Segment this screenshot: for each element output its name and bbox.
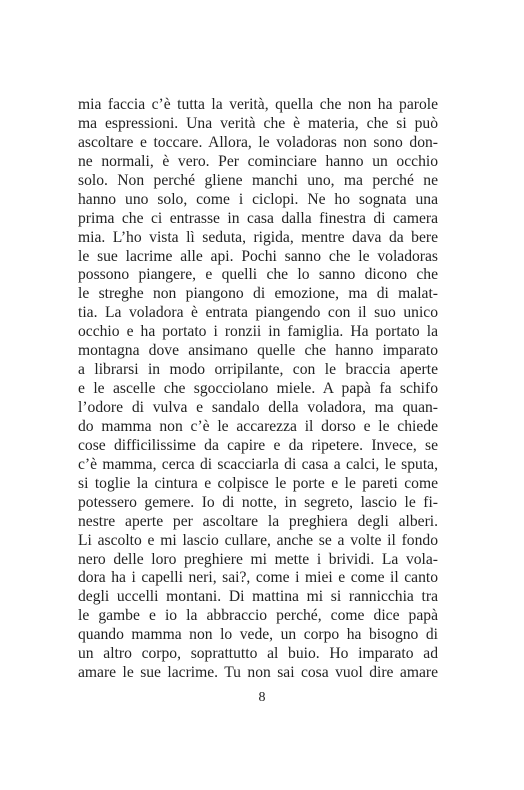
- text-line: do mamma non c’è le accarezza il dorso e le chiede: [78, 417, 438, 435]
- text-line: hanno uno solo, come i ciclopi. Ne ho sognata una: [78, 190, 438, 208]
- text-line: dora ha i capelli neri, sai?, come i miei e come il canto: [78, 569, 438, 587]
- text-line: possono piangere, e quelli che lo sanno dicono che: [78, 266, 438, 284]
- text-line: l’odore di vulva e sandalo della voladora, ma quan-: [78, 399, 438, 416]
- page-number: 8: [258, 690, 266, 705]
- text-line: solo. Non perché gliene manchi uno, ma perché ne: [78, 171, 438, 189]
- text-line: degli uccelli montani. Di mattina mi si rannicchia tra: [78, 588, 438, 606]
- text-line: ascoltare e toccare. Allora, le voladoras non sono don-: [78, 133, 438, 151]
- text-line: mia. L’ho vista lì seduta, rigida, mentre dava da bere: [78, 228, 438, 246]
- text-line: tia. La voladora è entrata piangendo con il suo unico: [78, 304, 438, 322]
- text-line: le streghe non piangono di emozione, ma di malat-: [78, 285, 438, 303]
- text-line: potessero gemere. Io di notte, in segreto, lascio le fi-: [78, 493, 438, 511]
- text-line: montagna dove ansimano quelle che hanno imparato: [78, 342, 438, 360]
- text-line: c’è mamma, cerca di scacciarla di casa a calci, le sputa,: [78, 455, 438, 473]
- text-line: Li ascolto e mi lascio cullare, anche se a volte il fondo: [78, 531, 438, 549]
- text-line: cose difficilissime da capire e da ripetere. Invece, se: [78, 436, 438, 454]
- text-line: ne normali, è vero. Per cominciare hanno un occhio: [78, 152, 438, 170]
- text-line: quando mamma non lo vede, un corpo ha bisogno di: [78, 626, 438, 644]
- body-text: [78, 96, 438, 683]
- text-line: un altro corpo, soprattutto al buio. Ho imparato ad: [78, 645, 438, 663]
- text-line: nestre aperte per ascoltare la preghiera degli alberi.: [78, 512, 438, 530]
- text-line: le sue lacrime alle api. Pochi sanno che le voladoras: [78, 247, 438, 265]
- text-line: occhio e ha portato i ronzii in famiglia. Ha portato la: [78, 323, 438, 341]
- text-line: e le ascelle che sgocciolano miele. A papà fa schifo: [78, 380, 438, 398]
- text-line: amare le sue lacrime. Tu non sai cosa vuol dire amare: [78, 664, 438, 682]
- text-line: a librarsi in modo orripilante, con le braccia aperte: [78, 361, 438, 379]
- text-line: nero delle loro preghiere mi mette i brividi. La vola-: [78, 550, 438, 568]
- text-line: mia faccia c’è tutta la verità, quella che non ha parole: [78, 96, 438, 113]
- text-line: ma espressioni. Una verità che è materia, che si può: [78, 114, 438, 132]
- text-line: si toglie la cintura e colpisce le porte e le pareti come: [78, 474, 438, 492]
- text-line: prima che ci entrasse in casa dalla finestra di camera: [78, 209, 438, 227]
- text-line: le gambe e io la abbraccio perché, come dice papà: [78, 607, 438, 625]
